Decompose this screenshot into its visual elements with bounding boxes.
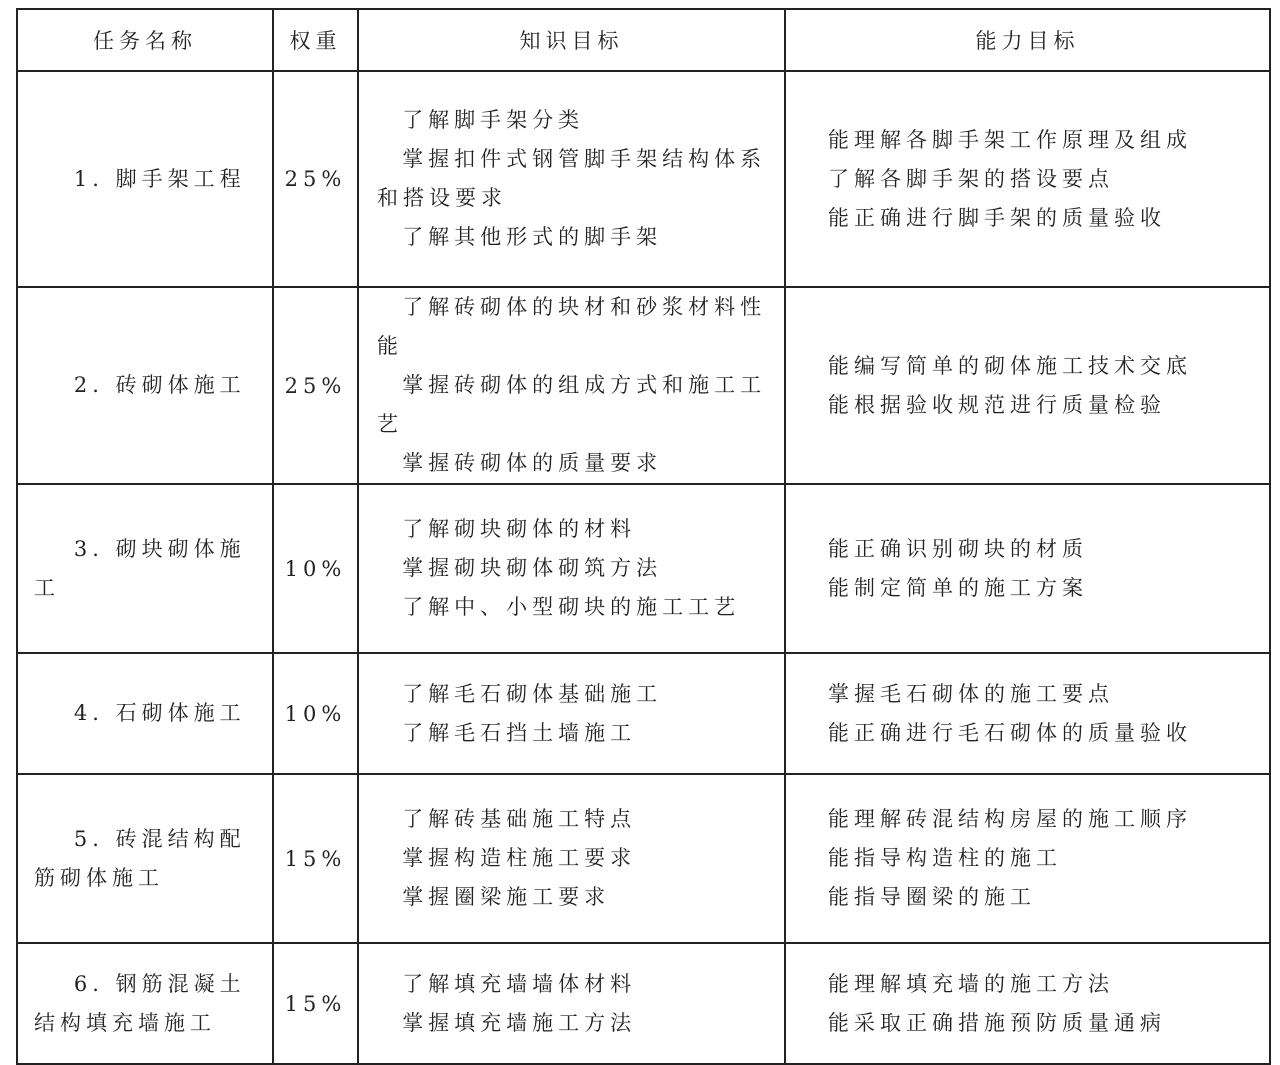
knowledge-item: 了解砖基础施工特点 — [402, 807, 637, 831]
knowledge-item: 了解填充墙墙体材料 — [402, 971, 637, 996]
ability-item: 能理解填充墙的施工方法 — [828, 971, 1114, 996]
table-row — [17, 774, 1270, 943]
knowledge-item: 掌握圈梁施工要求 — [402, 885, 611, 909]
task-name-cell: 2. 砖砌体施工 — [17, 287, 273, 484]
knowledge-cell — [358, 287, 785, 484]
knowledge-item: 了解中、小型砌块的施工工艺 — [402, 595, 741, 619]
knowledge-item: 了解其他形式的脚手架 — [402, 225, 663, 249]
ability-item: 能理解各脚手架工作原理及组成 — [828, 127, 1192, 152]
ability-cell — [785, 943, 1270, 1064]
ability-item: 能指导构造柱的施工 — [828, 846, 1062, 870]
knowledge-item: 了解脚手架分类 — [402, 108, 585, 132]
table-row — [17, 484, 1270, 653]
weight-cell: 10% — [273, 484, 358, 653]
ability-item: 掌握毛石砌体的施工要点 — [828, 681, 1114, 706]
knowledge-item: 了解砖砌体的块材和砂浆材料性能 — [377, 295, 767, 358]
weight-cell: 25% — [273, 71, 358, 287]
knowledge-cell — [358, 774, 785, 943]
weight-cell: 25% — [273, 287, 358, 484]
ability-cell — [785, 484, 1270, 653]
task-name-cell: 3. 砌块砌体施工 — [17, 484, 273, 653]
ability-item: 能正确进行毛石砌体的质量验收 — [828, 720, 1192, 745]
knowledge-cell — [358, 943, 785, 1064]
table-row — [17, 71, 1270, 287]
header-task-name: 任务名称 — [17, 9, 273, 71]
task-name-cell: 4. 石砌体施工 — [17, 653, 273, 774]
task-name-cell: 1. 脚手架工程 — [17, 71, 273, 287]
knowledge-item: 了解毛石挡土墙施工 — [402, 720, 637, 745]
ability-item: 能指导圈梁的施工 — [828, 885, 1036, 909]
ability-cell — [785, 71, 1270, 287]
task-name-cell: 5. 砖混结构配筋砌体施工 — [17, 774, 273, 943]
knowledge-cell — [358, 71, 785, 287]
knowledge-item: 掌握填充墙施工方法 — [402, 1010, 637, 1035]
ability-item: 能根据验收规范进行质量检验 — [828, 392, 1166, 417]
knowledge-cell — [358, 653, 785, 774]
header-row — [17, 9, 1270, 71]
weight-cell: 10% — [273, 653, 358, 774]
ability-item: 了解各脚手架的搭设要点 — [828, 166, 1114, 191]
header-knowledge-goals: 知识目标 — [358, 9, 785, 71]
ability-item: 能理解砖混结构房屋的施工顺序 — [828, 807, 1192, 831]
knowledge-item: 掌握构造柱施工要求 — [402, 846, 637, 870]
table-row — [17, 943, 1270, 1064]
task-name-cell: 6. 钢筋混凝土结构填充墙施工 — [17, 943, 273, 1064]
ability-cell — [785, 774, 1270, 943]
table-row — [17, 287, 1270, 484]
knowledge-item: 掌握砖砌体的质量要求 — [402, 451, 663, 475]
header-weight: 权重 — [273, 9, 358, 71]
ability-item: 能制定简单的施工方案 — [828, 575, 1088, 600]
ability-item: 能编写简单的砌体施工技术交底 — [828, 353, 1192, 378]
weight-cell: 15% — [273, 943, 358, 1064]
ability-cell — [785, 287, 1270, 484]
knowledge-item: 掌握扣件式钢管脚手架结构体系和搭设要求 — [377, 147, 767, 210]
header-ability-goals: 能力目标 — [785, 9, 1270, 71]
ability-cell — [785, 653, 1270, 774]
knowledge-item: 掌握砌块砌体砌筑方法 — [402, 556, 663, 580]
knowledge-item: 掌握砖砌体的组成方式和施工工艺 — [377, 373, 767, 436]
ability-item: 能正确进行脚手架的质量验收 — [828, 205, 1166, 230]
table-row — [17, 653, 1270, 774]
weight-cell: 15% — [273, 774, 358, 943]
knowledge-item: 了解毛石砌体基础施工 — [402, 681, 663, 706]
knowledge-item: 了解砌块砌体的材料 — [402, 517, 637, 541]
task-table — [16, 8, 1271, 1065]
knowledge-cell — [358, 484, 785, 653]
ability-item: 能采取正确措施预防质量通病 — [828, 1010, 1166, 1035]
ability-item: 能正确识别砌块的材质 — [828, 536, 1088, 561]
